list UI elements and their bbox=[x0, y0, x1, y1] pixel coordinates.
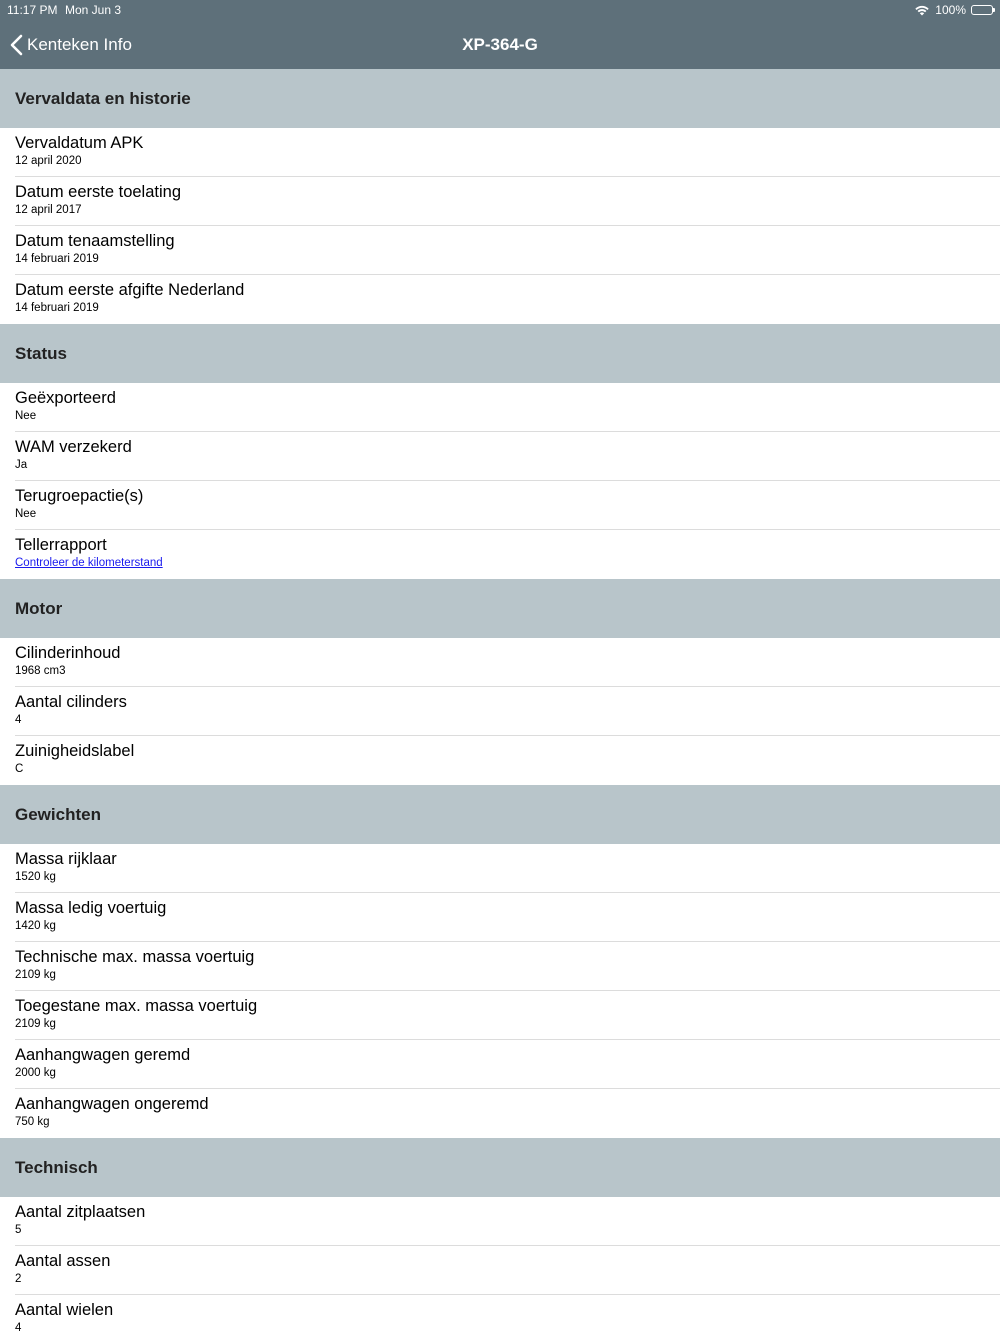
list-item-label: Technische max. massa voertuig bbox=[15, 948, 255, 966]
list-item bbox=[0, 1246, 1000, 1295]
list-item-value: 12 april 2017 bbox=[15, 204, 82, 216]
list-item-value: 14 februari 2019 bbox=[15, 302, 99, 314]
list-item-label: Aanhangwagen ongeremd bbox=[15, 1095, 209, 1113]
list-item bbox=[0, 383, 1000, 432]
list-item-value: C bbox=[15, 763, 24, 775]
list-item-label: Datum eerste toelating bbox=[15, 183, 182, 201]
page-title: XP-364-G bbox=[462, 35, 538, 54]
list-item-value: Ja bbox=[15, 459, 28, 471]
list-item-value: 14 februari 2019 bbox=[15, 253, 99, 265]
list-item bbox=[0, 991, 1000, 1040]
list-item-value: 1420 kg bbox=[15, 920, 56, 932]
status-date: Mon Jun 3 bbox=[65, 3, 122, 17]
list-item-value: 750 kg bbox=[15, 1116, 50, 1128]
list-item bbox=[0, 893, 1000, 942]
list-item bbox=[0, 1295, 1000, 1344]
list-item bbox=[0, 481, 1000, 530]
list-item bbox=[0, 638, 1000, 687]
list-item-label: Cilinderinhoud bbox=[15, 644, 121, 662]
section-header: Technisch bbox=[0, 1138, 1000, 1197]
section-header: Motor bbox=[0, 579, 1000, 638]
list-item bbox=[0, 1197, 1000, 1246]
list-item bbox=[0, 275, 1000, 324]
list-item bbox=[0, 530, 1000, 579]
list-item-label: Vervaldatum APK bbox=[15, 134, 144, 152]
wifi-icon bbox=[914, 4, 930, 16]
list-item-value: 1520 kg bbox=[15, 871, 56, 883]
list-item-label: Aantal cilinders bbox=[15, 693, 127, 711]
list-item-label: Toegestane max. massa voertuig bbox=[15, 997, 258, 1015]
details-list bbox=[0, 69, 1000, 1344]
mileage-check-link[interactable]: Controleer de kilometerstand bbox=[15, 557, 163, 569]
list-item-value: 4 bbox=[15, 714, 22, 726]
list-item-label: Aantal assen bbox=[15, 1252, 111, 1270]
battery-icon bbox=[971, 5, 993, 15]
list-item bbox=[0, 942, 1000, 991]
list-item-label: Massa ledig voertuig bbox=[15, 899, 167, 917]
status-bar bbox=[0, 0, 1000, 20]
list-item bbox=[0, 432, 1000, 481]
section-header: Vervaldata en historie bbox=[0, 69, 1000, 128]
list-item bbox=[0, 177, 1000, 226]
list-item bbox=[0, 687, 1000, 736]
list-item-value: 2109 kg bbox=[15, 969, 56, 981]
status-time: 11:17 PM bbox=[7, 3, 58, 17]
list-item-label: Massa rijklaar bbox=[15, 850, 117, 868]
back-button-label: Kenteken Info bbox=[27, 35, 132, 54]
list-item-value: Nee bbox=[15, 508, 37, 520]
list-item bbox=[0, 128, 1000, 177]
list-item bbox=[0, 226, 1000, 275]
list-item-label: Datum eerste afgifte Nederland bbox=[15, 281, 245, 299]
status-right bbox=[914, 0, 993, 20]
list-item-value: 5 bbox=[15, 1224, 22, 1236]
list-item bbox=[0, 736, 1000, 785]
battery-percentage: 100% bbox=[935, 3, 966, 17]
list-item-label: Tellerrapport bbox=[15, 536, 107, 554]
navigation-bar bbox=[0, 0, 1000, 69]
list-item-value: 2 bbox=[15, 1273, 22, 1285]
section-header: Status bbox=[0, 324, 1000, 383]
list-item-label: Zuinigheidslabel bbox=[15, 742, 135, 760]
list-item-value: 1968 cm3 bbox=[15, 665, 66, 677]
list-item bbox=[0, 844, 1000, 893]
list-item-label: Terugroepactie(s) bbox=[15, 487, 144, 505]
list-item-label: WAM verzekerd bbox=[15, 438, 132, 456]
list-item-value: 4 bbox=[15, 1322, 22, 1334]
list-item-value: 2109 kg bbox=[15, 1018, 56, 1030]
list-item bbox=[0, 1040, 1000, 1089]
list-item-label: Aantal wielen bbox=[15, 1301, 114, 1319]
list-item-label: Datum tenaamstelling bbox=[15, 232, 175, 250]
list-item bbox=[0, 1089, 1000, 1138]
list-item-value: Nee bbox=[15, 410, 37, 422]
list-item-label: Aantal zitplaatsen bbox=[15, 1203, 146, 1221]
list-item-value: 2000 kg bbox=[15, 1067, 56, 1079]
list-item-value: 12 april 2020 bbox=[15, 155, 82, 167]
list-item-label: Geëxporteerd bbox=[15, 389, 116, 407]
section-header: Gewichten bbox=[0, 785, 1000, 844]
list-item-label: Aanhangwagen geremd bbox=[15, 1046, 191, 1064]
